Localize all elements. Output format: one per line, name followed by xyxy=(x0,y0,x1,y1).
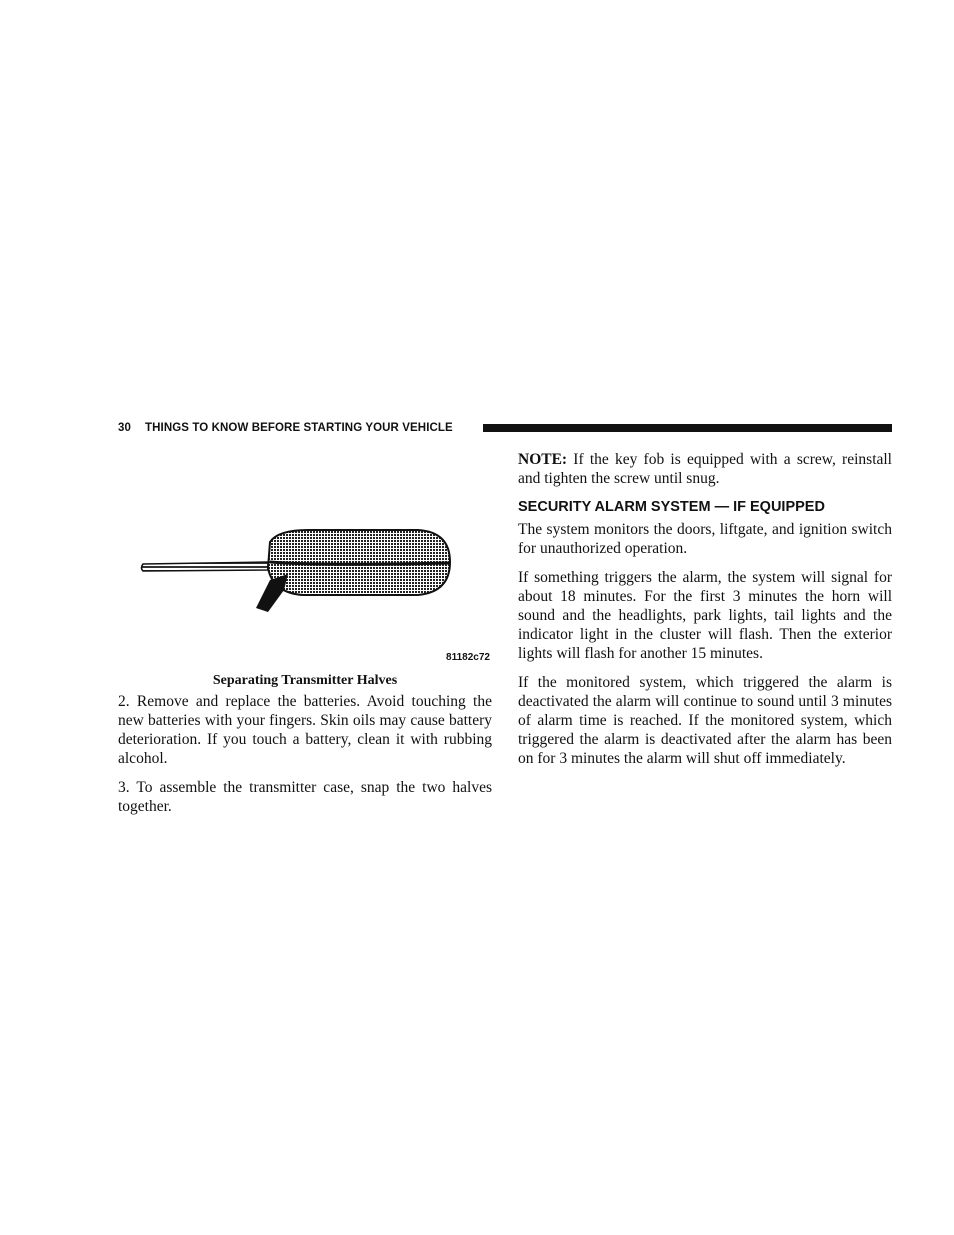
alarm-paragraph-2: If something triggers the alarm, the system will signal for about 18 minutes. For the first 3 minutes the horn will sound and the headlights, park lights, tail lights and the indicator light in the cluster will flash. Then the exterior lights will flash for another 15 minutes. xyxy=(518,569,892,662)
header-rule xyxy=(483,424,892,432)
note-label: NOTE: xyxy=(518,451,568,468)
key-blade xyxy=(142,562,269,571)
section-heading: SECURITY ALARM SYSTEM — IF EQUIPPED xyxy=(518,499,825,515)
transmitter-figure xyxy=(118,450,492,672)
arrow-icon xyxy=(256,574,288,612)
note-text: If the key fob is equipped with a screw, reinstall and tighten the screw until snug. xyxy=(518,451,892,487)
step-3-paragraph: 3. To assemble the transmitter case, snap the two halves together. xyxy=(118,779,492,815)
running-header xyxy=(118,420,892,436)
step-2-paragraph: 2. Remove and replace the batteries. Avoid touching the new batteries with your fingers. Skin oils may cause battery deterioration. If you touch a battery, clean it with rubbing alcohol. xyxy=(118,693,492,767)
note-paragraph xyxy=(518,450,892,488)
left-column xyxy=(118,450,492,826)
figure-id: 81182c72 xyxy=(446,652,490,663)
section-title: THINGS TO KNOW BEFORE STARTING YOUR VEHICLE xyxy=(145,422,453,434)
alarm-paragraph-3: If the monitored system, which triggered the alarm is deactivated the alarm will continue to sound until 3 minutes of alarm time is reached. If the monitored system, which triggered the alarm is deactivated after the alarm has been on for 3 minutes the alarm will shut off immediately. xyxy=(518,674,892,767)
alarm-paragraph-1: The system monitors the doors, liftgate, and ignition switch for unauthorized operation. xyxy=(518,521,892,557)
page-number: 30 xyxy=(118,422,131,434)
right-column xyxy=(518,450,892,778)
key-fob-illustration xyxy=(118,450,492,672)
figure-caption: Separating Transmitter Halves xyxy=(212,673,398,688)
